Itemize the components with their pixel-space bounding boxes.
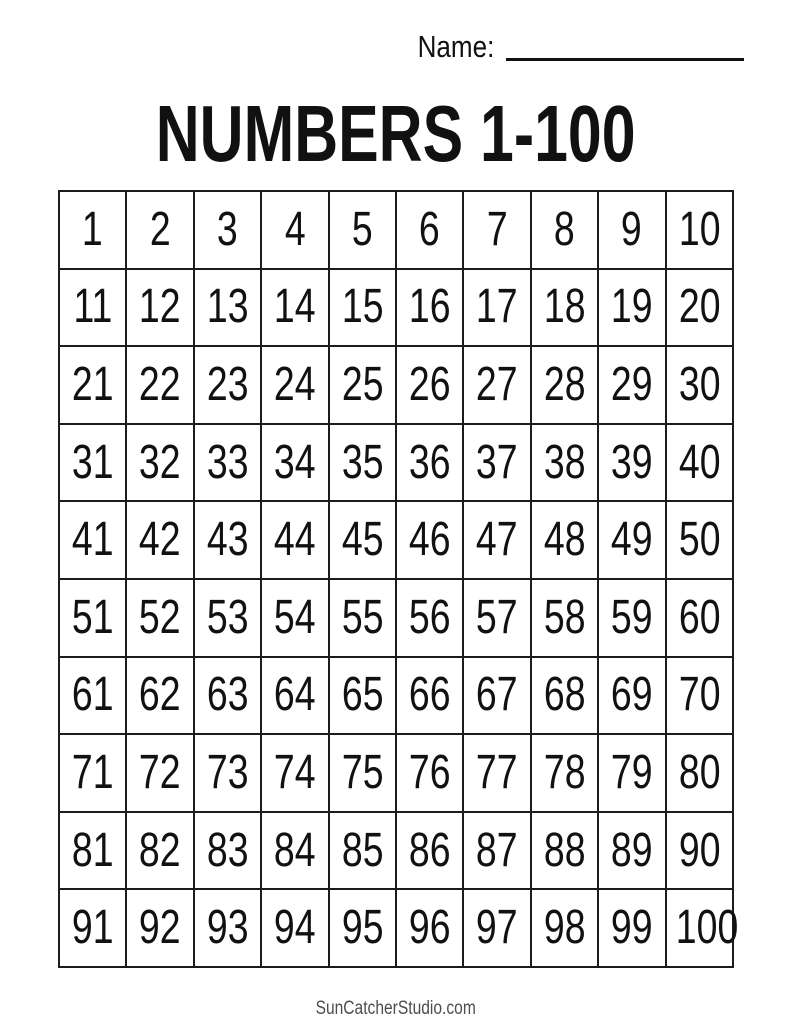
grid-cell [261,889,328,967]
grid-cell [126,191,193,269]
cell-number: 9 [621,202,643,256]
grid-row [59,889,733,967]
grid-cell [598,346,665,424]
cell-number: 98 [543,901,586,955]
grid-row [59,501,733,579]
grid-cell [598,579,665,657]
cell-number: 43 [206,513,249,567]
cell-number: 56 [408,590,451,644]
grid-cell [531,812,598,890]
grid-cell [463,269,530,347]
cell-number: 71 [71,745,114,799]
grid-cell [59,424,126,502]
title-block [0,89,791,178]
cell-number: 62 [139,668,181,722]
cell-number: 70 [678,668,721,722]
cell-number: 47 [476,513,518,567]
cell-number: 61 [71,668,114,722]
cell-number: 68 [543,668,586,722]
cell-number: 78 [543,745,586,799]
grid-row [59,346,733,424]
cell-number: 100 [675,901,738,955]
cell-number: 91 [71,901,114,955]
cell-number: 53 [206,590,249,644]
cell-number: 41 [71,513,114,567]
cell-number: 60 [678,590,721,644]
cell-number: 12 [139,280,181,334]
cell-number: 7 [486,202,508,256]
cell-number: 80 [678,745,721,799]
grid-cell [59,579,126,657]
grid-cell [396,346,463,424]
cell-number: 55 [341,590,384,644]
grid-cell [59,191,126,269]
grid-cell [126,812,193,890]
grid-cell [261,191,328,269]
cell-number: 26 [408,357,451,411]
cell-number: 11 [73,280,113,334]
cell-number: 21 [71,357,114,411]
cell-number: 81 [71,823,114,877]
grid-cell [126,579,193,657]
name-blank-line[interactable] [506,58,744,61]
grid-cell [126,346,193,424]
cell-number: 52 [139,590,181,644]
cell-number: 65 [341,668,384,722]
grid-cell [194,346,261,424]
cell-number: 31 [71,435,114,489]
cell-number: 3 [217,202,238,256]
cell-number: 74 [274,745,316,799]
grid-cell [194,889,261,967]
grid-cell [531,734,598,812]
cell-number: 86 [408,823,451,877]
cell-number: 6 [419,202,441,256]
grid-cell [194,657,261,735]
grid-cell [666,657,733,735]
grid-cell [194,191,261,269]
cell-number: 59 [610,590,653,644]
cell-number: 93 [206,901,249,955]
cell-number: 10 [678,202,721,256]
grid-cell [329,579,396,657]
grid-cell [666,579,733,657]
cell-number: 83 [206,823,249,877]
grid-row [59,579,733,657]
grid-cell [396,657,463,735]
cell-number: 42 [139,513,181,567]
cell-number: 32 [139,435,181,489]
grid-cell [666,501,733,579]
cell-number: 63 [206,668,249,722]
cell-number: 89 [610,823,653,877]
grid-cell [261,424,328,502]
grid-cell [396,424,463,502]
credit-text: SunCatcherStudio.com [315,998,476,1019]
grid-cell [531,889,598,967]
grid-cell [531,579,598,657]
cell-number: 45 [341,513,384,567]
grid-cell [666,269,733,347]
grid-cell [59,734,126,812]
cell-number: 8 [554,202,575,256]
cell-number: 77 [476,745,518,799]
cell-number: 94 [274,901,316,955]
grid-row [59,812,733,890]
cell-number: 90 [678,823,721,877]
grid-cell [261,579,328,657]
grid-cell [598,657,665,735]
grid-row [59,191,733,269]
cell-number: 34 [274,435,316,489]
grid-cell [59,346,126,424]
cell-number: 18 [543,280,586,334]
grid-cell [194,501,261,579]
cell-number: 17 [476,280,518,334]
grid-cell [463,734,530,812]
cell-number: 22 [139,357,181,411]
page-title: NUMBERS 1-100 [155,89,636,178]
cell-number: 33 [206,435,249,489]
cell-number: 16 [408,280,451,334]
cell-number: 73 [206,745,249,799]
cell-number: 88 [543,823,586,877]
grid-cell [531,269,598,347]
cell-number: 95 [341,901,384,955]
cell-number: 20 [678,280,721,334]
grid-row [59,269,733,347]
footer [0,999,791,1018]
cell-number: 13 [206,280,249,334]
grid-cell [59,657,126,735]
grid-cell [194,269,261,347]
grid-cell [666,889,738,967]
grid-cell [59,812,126,890]
cell-number: 44 [274,513,316,567]
cell-number: 5 [351,202,373,256]
cell-number: 1 [82,202,104,256]
grid-cell [463,424,530,502]
grid-cell [126,269,193,347]
grid-cell [396,579,463,657]
cell-number: 24 [274,357,316,411]
grid-cell [666,734,733,812]
cell-number: 19 [610,280,653,334]
grid-cell [329,424,396,502]
grid-cell [463,812,530,890]
grid-cell [329,501,396,579]
grid-row [59,657,733,735]
grid-cell [329,889,396,967]
cell-number: 37 [476,435,518,489]
grid-cell [194,424,261,502]
cell-number: 14 [274,280,316,334]
grid-cell [598,269,665,347]
cell-number: 67 [476,668,518,722]
grid-cell [396,501,463,579]
cell-number: 40 [678,435,721,489]
grid-cell [598,424,665,502]
cell-number: 87 [476,823,518,877]
grid-cell [396,191,463,269]
cell-number: 66 [408,668,451,722]
grid-cell [463,657,530,735]
grid-cell [531,501,598,579]
grid-cell [329,734,396,812]
grid-cell [194,579,261,657]
grid-cell [329,812,396,890]
cell-number: 50 [678,513,721,567]
cell-number: 15 [341,280,384,334]
grid-cell [666,346,733,424]
grid-cell [261,501,328,579]
grid-cell [531,424,598,502]
grid-cell [396,889,463,967]
cell-number: 84 [274,823,316,877]
grid-cell [396,269,463,347]
grid-cell [329,191,396,269]
cell-number: 69 [610,668,653,722]
grid-cell [463,579,530,657]
grid-row [59,424,733,502]
grid-cell [126,424,193,502]
grid-cell [329,657,396,735]
cell-number: 46 [408,513,451,567]
grid-cell [598,501,665,579]
grid-cell [329,269,396,347]
name-label: Name: [417,29,494,64]
grid-cell [666,191,733,269]
grid-cell [126,501,193,579]
grid-cell [261,734,328,812]
cell-number: 29 [610,357,653,411]
grid-cell [126,889,193,967]
grid-cell [598,812,665,890]
grid-cell [59,889,126,967]
grid-cell [463,346,530,424]
grid-cell [261,657,328,735]
grid-cell [598,191,665,269]
grid-cell [126,734,193,812]
cell-number: 82 [139,823,181,877]
cell-number: 23 [206,357,249,411]
cell-number: 54 [274,590,316,644]
grid-cell [194,734,261,812]
cell-number: 64 [274,668,316,722]
cell-number: 2 [149,202,171,256]
cell-number: 27 [476,357,518,411]
grid-cell [261,346,328,424]
cell-number: 58 [543,590,586,644]
cell-number: 49 [610,513,653,567]
grid-cell [666,812,733,890]
grid-cell [531,657,598,735]
grid-cell [531,346,598,424]
grid-cell [666,424,733,502]
grid-cell [261,269,328,347]
cell-number: 28 [543,357,586,411]
cell-number: 51 [71,590,114,644]
grid-cell [59,501,126,579]
grid-cell [59,269,126,347]
cell-number: 76 [408,745,451,799]
cell-number: 72 [139,745,181,799]
grid-cell [329,346,396,424]
cell-number: 38 [543,435,586,489]
cell-number: 48 [543,513,586,567]
cell-number: 97 [476,901,518,955]
cell-number: 36 [408,435,451,489]
cell-number: 79 [610,745,653,799]
cell-number: 57 [476,590,518,644]
cell-number: 75 [341,745,384,799]
grid-cell [194,812,261,890]
name-row [403,31,744,62]
cell-number: 39 [610,435,653,489]
cell-number: 92 [139,901,181,955]
grid-cell [261,812,328,890]
grid-cell [396,812,463,890]
grid-cell [126,657,193,735]
grid-cell [463,191,530,269]
cell-number: 99 [610,901,653,955]
cell-number: 35 [341,435,384,489]
grid-cell [396,734,463,812]
grid-row [59,734,733,812]
numbers-grid-body [59,191,738,967]
cell-number: 4 [284,202,306,256]
cell-number: 96 [408,901,451,955]
grid-cell [598,734,665,812]
cell-number: 25 [341,357,384,411]
grid-cell [598,889,665,967]
grid-cell [531,191,598,269]
cell-number: 85 [341,823,384,877]
grid-cell [463,501,530,579]
numbers-grid [58,190,738,968]
grid-cell [463,889,530,967]
cell-number: 30 [678,357,721,411]
